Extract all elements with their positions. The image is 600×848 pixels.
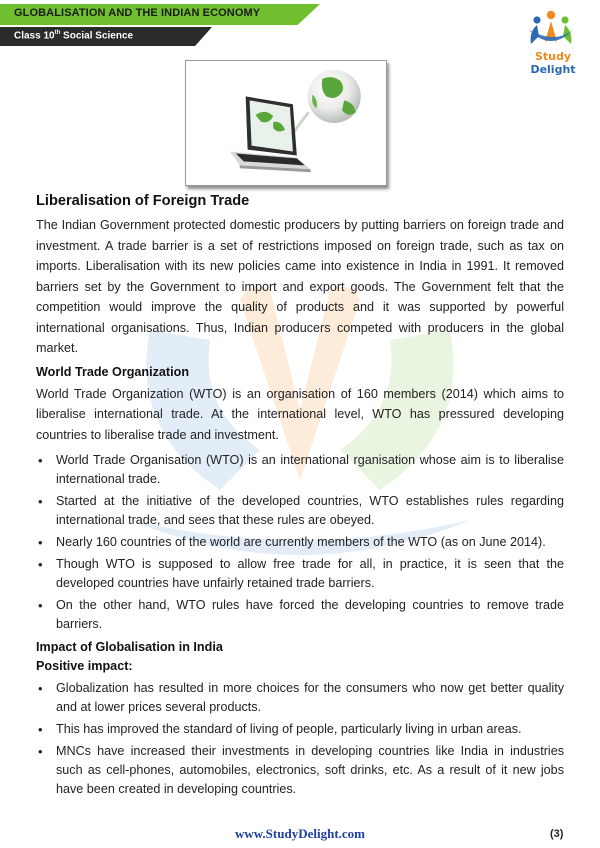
list-item: • MNCs have increased their investments in developing countries like India in industries such as cell-phones, automobiles, electronics, soft drinks, etc. As a result of it new jobs have been created in developing countries. — [36, 742, 564, 799]
section-heading-liberalisation: Liberalisation of Foreign Trade — [36, 193, 250, 209]
impact-bullet-list — [36, 679, 564, 799]
list-item: • Though WTO is supposed to allow free trade for all, in practice, it is seen that the developed countries have unfairly retained trade barriers. — [36, 555, 564, 593]
laptop-globe-illustration — [186, 61, 386, 185]
wto-bullet-list — [36, 451, 564, 634]
main-content — [36, 190, 564, 802]
list-item: • Globalization has resulted in more choices for the consumers who now get better quality and at lower prices several products. — [36, 679, 564, 717]
footer-website-link[interactable]: www.StudyDelight.com — [234, 826, 365, 841]
list-item: • This has improved the standard of living of people, particularly living in urban areas. — [36, 720, 564, 739]
section-heading-wto: World Trade Organization — [36, 364, 190, 379]
section-heading-impact: Impact of Globalisation in India — [36, 640, 223, 654]
wto-paragraph: World Trade Organization (WTO) is an organisation of 160 members (2014) which aims to liberalise international trade. At the international level, WTO has pressured developing countries to liberalise trade and investment. — [36, 386, 564, 442]
liberalisation-paragraph: The Indian Government protected domestic producers by putting barriers on foreign trade and investment. A trade barrier is a set of restrictions imposed on foreign trade, such as tax on imports. Liberalisation with its new policies came into existence in India in 1991. It removed barriers set by the Government to import and export goods. The Government felt that the competition would improve the quality of products and it was supported by powerful international organisations. Thus, Indian producers competed with producers in the global market. — [36, 218, 564, 355]
list-item: • World Trade Organisation (WTO) is an international rganisation whose aim is to liberalise international trade. — [36, 451, 564, 489]
page-number: (3) — [550, 828, 564, 840]
subheading-positive-impact: Positive impact: — [36, 659, 133, 673]
document-title: GLOBALISATION AND THE INDIAN ECONOMY — [14, 7, 261, 19]
laptop-globe-image — [185, 60, 387, 186]
class-label: Class 10th Social Science — [14, 30, 134, 42]
list-item: • Nearly 160 countries of the world are currently members of the WTO (as on June 2014). — [36, 533, 564, 552]
logo-wordmark: Study Delight — [530, 50, 576, 76]
list-item: • On the other hand, WTO rules have forced the developing countries to remove trade barriers. — [36, 596, 564, 634]
list-item: • Started at the initiative of the developed countries, WTO establishes rules regarding international trade, and sees that these rules are obeyed. — [36, 492, 564, 530]
